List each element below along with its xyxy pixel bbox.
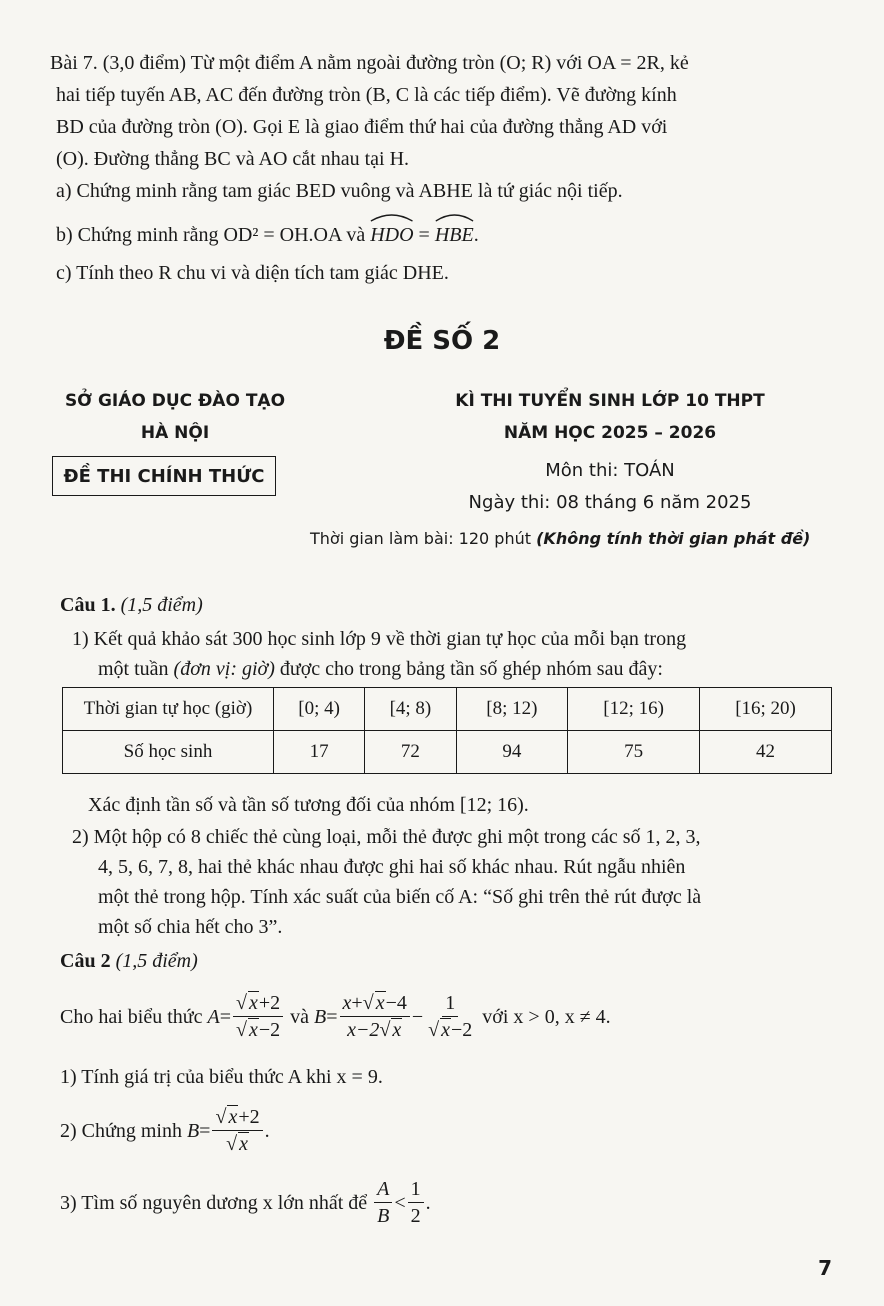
table-cell: 75 — [568, 731, 700, 774]
fraction-q2: $\frac{√ x+2}{√ x}$ — [212, 1104, 262, 1157]
exam-name: KÌ THI TUYỂN SINH LỚP 10 THPT — [455, 391, 765, 411]
arc-hdo-label: HDO — [370, 224, 414, 246]
table-cell: 94 — [456, 731, 568, 774]
table-cell: 72 — [365, 731, 456, 774]
arc-icon — [370, 212, 413, 222]
page-number: 7 — [818, 1256, 832, 1280]
arc-hbe — [435, 216, 474, 250]
arc-icon — [435, 212, 474, 222]
city-name: HÀ NỘI — [140, 423, 210, 443]
fraction-half: $\frac{1}{2}$ — [408, 1176, 424, 1229]
table-row — [63, 731, 832, 774]
bai7-part-b — [56, 216, 834, 250]
fraction-b2: $\frac{1}{√ x-2}$ — [428, 992, 473, 1041]
arc-hdo — [370, 216, 413, 250]
table-header-cell: [16; 20) — [700, 688, 832, 731]
cau1-p2-line1: 2) Một hộp có 8 chiếc thẻ cùng loại, mỗi thẻ được ghi một trong các số 1, 2, 3, — [72, 826, 701, 848]
table-cell: Số học sinh — [63, 731, 274, 774]
var-b: B — [314, 1005, 327, 1028]
exam-duration — [310, 524, 840, 554]
fraction-a: $\frac{√ x+2}{√ x-2}$ — [233, 990, 283, 1043]
table-header-cell: [12; 16) — [568, 688, 700, 731]
cau1-p2-line3: một thẻ trong hộp. Tính xác suất của biến cố A: “Số ghi trên thẻ rút được là — [98, 886, 702, 908]
cau2-heading — [60, 946, 834, 976]
table-header-cell: Thời gian tự học (giờ) — [63, 688, 274, 731]
cau1-p2-line4: một số chia hết cho 3”. — [98, 916, 283, 938]
table-header-cell: [4; 8) — [365, 688, 456, 731]
table-header-cell: [0; 4) — [274, 688, 365, 731]
fraction-a-over-b: $\frac{A}{B}$ — [374, 1176, 392, 1229]
frequency-table — [62, 687, 832, 774]
q3-text: 3) Tìm số nguyên dương x lớn nhất để — [60, 1191, 368, 1214]
bai7-b-end: . — [473, 224, 479, 246]
minus-sign: − — [411, 1005, 424, 1028]
table-cell: 42 — [700, 731, 832, 774]
official-exam-box: ĐỀ THI CHÍNH THỨC — [52, 456, 276, 496]
eq-sign: = — [326, 1005, 338, 1028]
q2-text: 2) Chứng minh — [60, 1119, 182, 1142]
cau1-p1-line2 — [98, 654, 834, 684]
exam-title: ĐỀ SỐ 2 — [383, 326, 501, 356]
cau2-q1: 1) Tính giá trị của biểu thức A khi x = 9. — [60, 1066, 383, 1088]
cau1-heading — [60, 590, 834, 620]
eq-sign: = — [219, 1005, 231, 1028]
cau2-label: Câu 2 — [60, 950, 111, 972]
department-name: SỞ GIÁO DỤC ĐÀO TẠO — [64, 391, 286, 411]
bai7-b-eq: = — [418, 224, 430, 246]
bai7-b-text: b) Chứng minh rằng OD² = OH.OA và — [56, 224, 366, 246]
subject: Môn thi: TOÁN — [545, 460, 675, 481]
cau1-p1-line1: 1) Kết quả khảo sát 300 học sinh lớp 9 về thời gian tự học của mỗi bạn trong — [72, 628, 687, 650]
bai7-line-4: (O). Đường thẳng BC và AO cắt nhau tại H. — [56, 148, 410, 170]
table-row — [63, 688, 832, 731]
cau1-p2-line2: 4, 5, 6, 7, 8, hai thẻ khác nhau được ghi hai số khác nhau. Rút ngẫu nhiên — [98, 856, 686, 878]
arc-hbe-label: HBE — [434, 224, 474, 246]
school-year: NĂM HỌC 2025 – 2026 — [503, 423, 717, 443]
cau2-points: (1,5 điểm) — [115, 950, 198, 972]
cau2-intro: Cho hai biểu thức — [60, 1005, 203, 1028]
condition: với x > 0, x ≠ 4. — [482, 1005, 611, 1028]
cau2-q2: 2) Chứng minh B = $\frac{√ x+2}{√ x}$ . — [60, 1106, 270, 1155]
p1-l2a: một tuần — [98, 658, 169, 680]
and-word: và — [290, 1005, 310, 1028]
cau1-label: Câu 1. — [60, 594, 116, 616]
duration-text: Thời gian làm bài: 120 phút — [310, 529, 532, 548]
bai7-part-a: a) Chứng minh rằng tam giác BED vuông và ABHE là tứ giác nội tiếp. — [56, 180, 623, 202]
cau2-expressions — [60, 990, 834, 1043]
cau1-p1-question: Xác định tần số và tần số tương đối của nhóm [12; 16). — [88, 794, 529, 816]
var-a: A — [207, 1005, 220, 1028]
p1-l2b: (đơn vị: giờ) — [173, 658, 275, 680]
bai7-line-3: BD của đường tròn (O). Gọi E là giao điểm thứ hai của đường thẳng AD với — [56, 116, 668, 138]
p1-l2c: được cho trong bảng tần số ghép nhóm sau đây: — [279, 658, 663, 680]
fraction-b1: $\frac{x+√ x-4}{x-2√ x}$ — [340, 990, 410, 1043]
cau1-points: (1,5 điểm) — [120, 594, 203, 616]
cau2-q3: 3) Tìm số nguyên dương x lớn nhất để $\frac{A}{B}$ < $\frac{1}{2}$ . — [60, 1178, 431, 1227]
table-header-cell: [8; 12) — [456, 688, 568, 731]
bai7-line-1: Bài 7. (3,0 điểm) Từ một điểm A nằm ngoài đường tròn (O; R) với OA = 2R, kẻ — [50, 52, 689, 74]
exam-date: Ngày thi: 08 tháng 6 năm 2025 — [468, 492, 752, 513]
duration-note: (Không tính thời gian phát đề) — [536, 529, 811, 548]
bai7-part-c: c) Tính theo R chu vi và diện tích tam giác DHE. — [56, 262, 449, 284]
table-cell: 17 — [274, 731, 365, 774]
bai7-line-2: hai tiếp tuyến AB, AC đến đường tròn (B, C là các tiếp điểm). Vẽ đường kính — [56, 84, 677, 106]
